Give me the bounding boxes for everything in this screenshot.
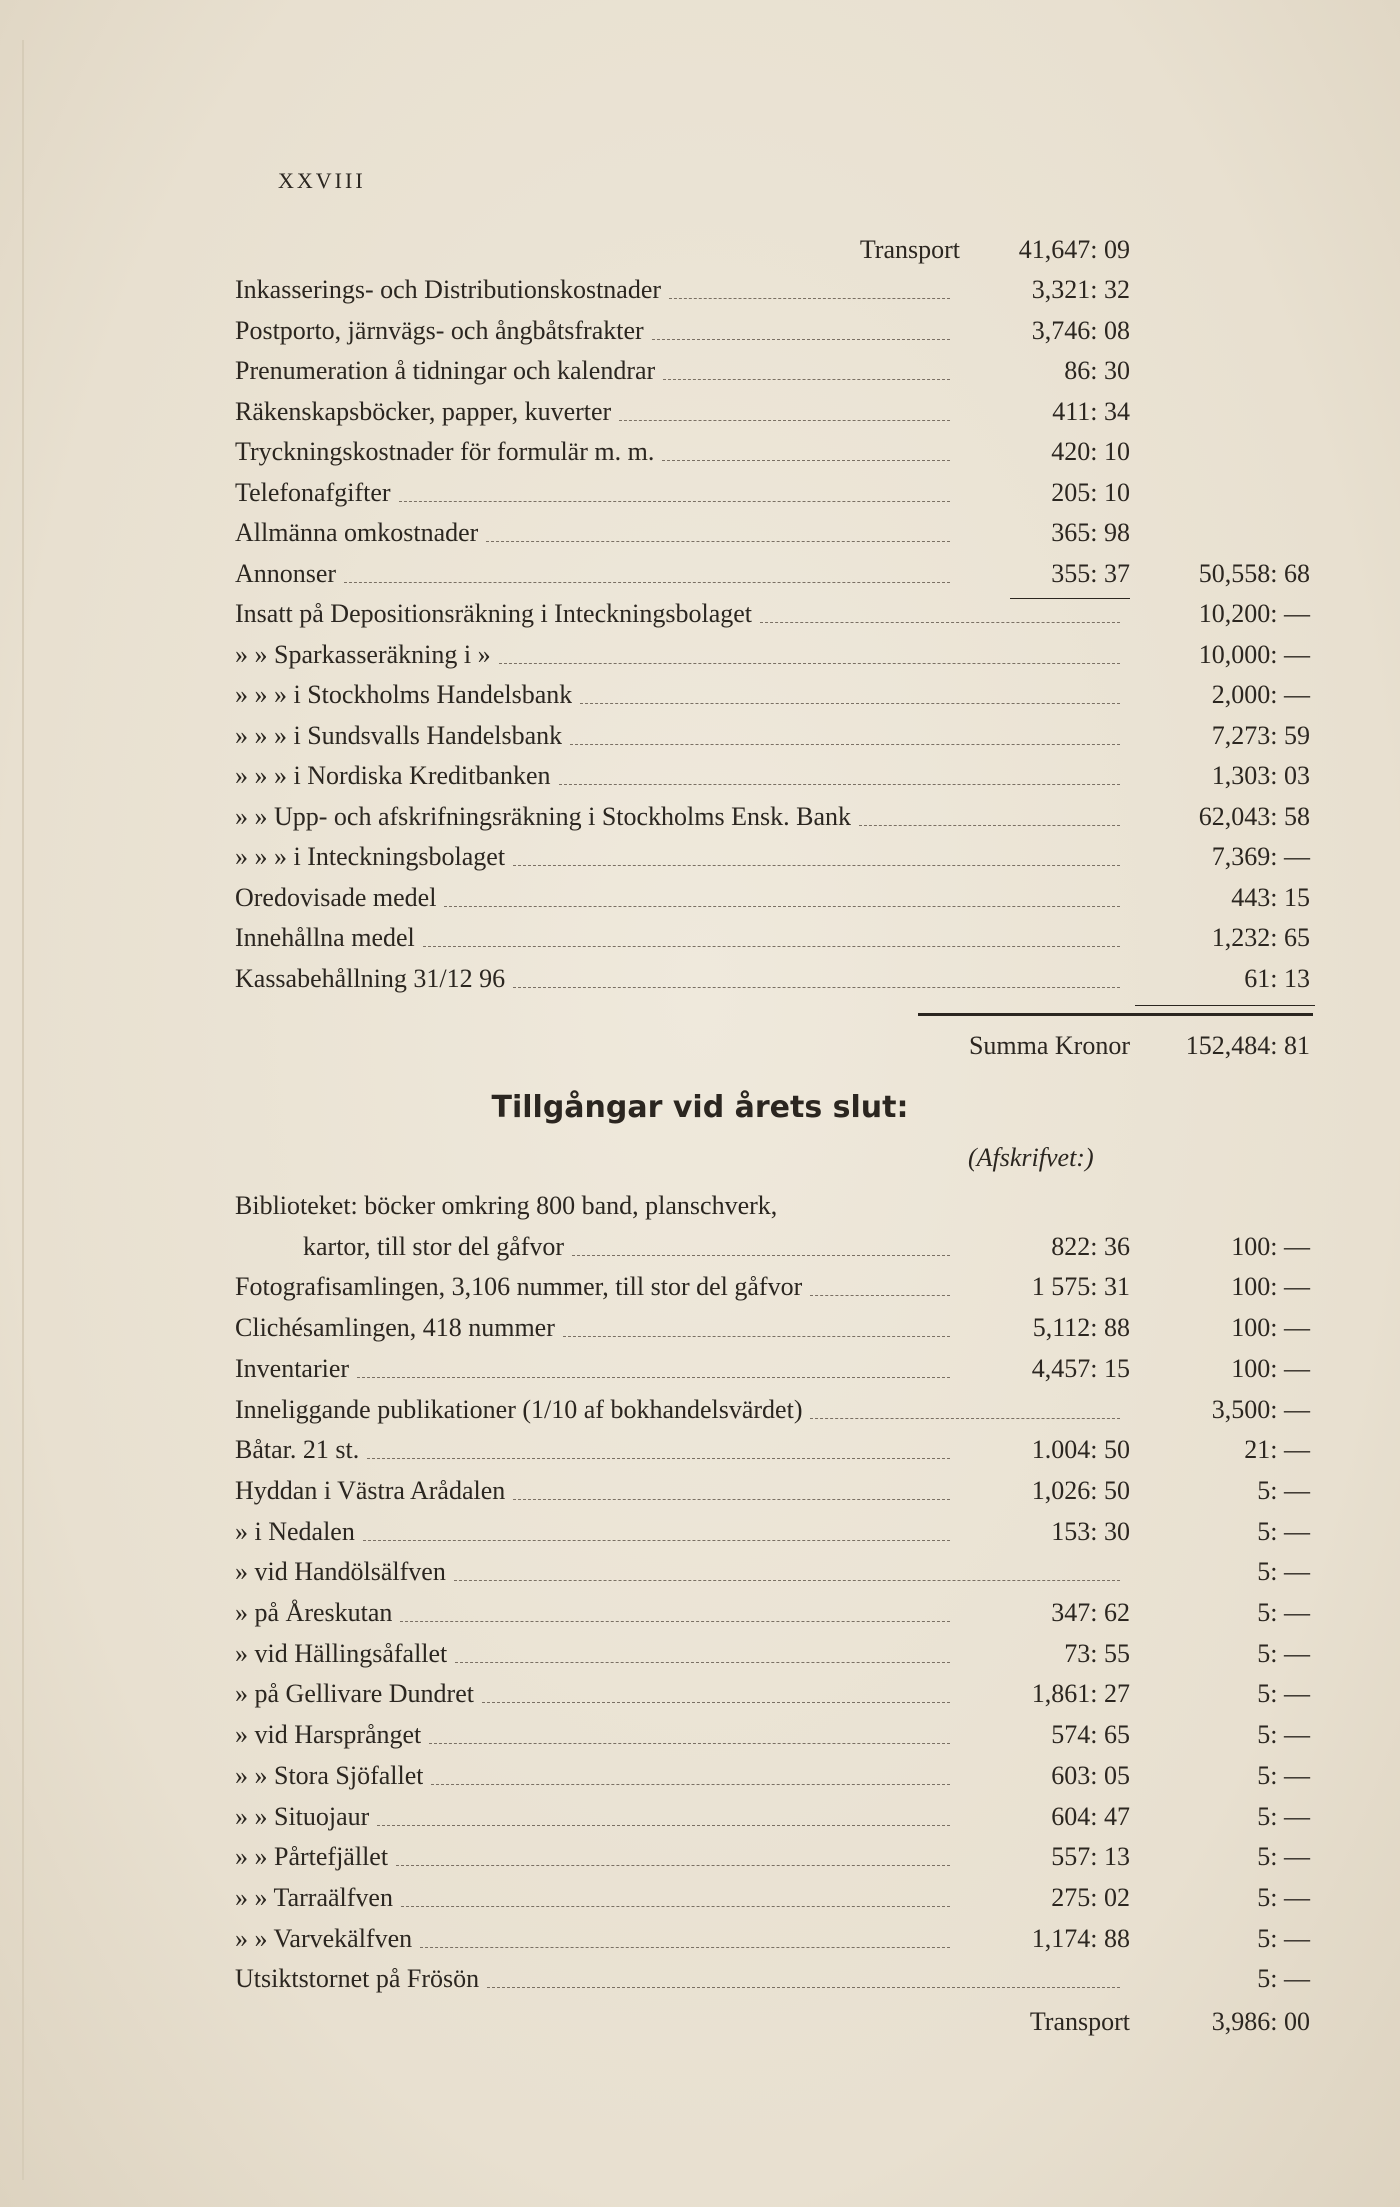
- row-label: » » Tarraälfven: [235, 1882, 393, 1912]
- dot-leader: [760, 622, 1120, 623]
- dot-leader: [363, 1540, 950, 1541]
- table-row: [0, 1349, 1400, 1389]
- afskrifvet-heading: (Afskrifvet:): [968, 1143, 1094, 1172]
- dot-leader: [559, 784, 1120, 785]
- row-value-inner: 73: 55: [1064, 1638, 1130, 1668]
- row-value-inner: 205: 10: [1051, 477, 1130, 507]
- table-row: [0, 1756, 1400, 1796]
- row-label: » » Situojaur: [235, 1801, 370, 1831]
- row-value-inner: 420: 10: [1051, 437, 1130, 466]
- table-row: [0, 1837, 1400, 1877]
- dot-leader: [572, 1255, 950, 1256]
- table-row: [0, 513, 1400, 553]
- row-label: Kassabehållning 31/12 96: [235, 963, 506, 993]
- dot-leader: [357, 1377, 950, 1378]
- dot-leader: [563, 1336, 950, 1337]
- row-label: Oredovisade medel: [235, 882, 437, 912]
- dot-leader: [431, 1784, 950, 1785]
- row-label: » » » i Inteckningsbolaget: [235, 842, 506, 871]
- row-value-inner: 1,861: 27: [1031, 1679, 1130, 1709]
- row-label: » » Upp- och afskrifningsräkning i Stockholms Ensk. Bank: [235, 801, 851, 831]
- row-label: Hyddan i Västra Arådalen: [235, 1475, 506, 1505]
- dot-leader: [810, 1295, 950, 1296]
- transport-value: 41,647: 09: [1018, 235, 1130, 264]
- row-value-outer: 5: —: [1257, 1638, 1310, 1668]
- row-value-outer: 443: 15: [1231, 882, 1310, 912]
- row-label: kartor, till stor del gåfvor: [303, 1231, 565, 1261]
- table-row: [0, 1634, 1400, 1674]
- table-row: [0, 270, 1400, 310]
- subtotal-rule: [1010, 598, 1130, 599]
- row-value-inner: 347: 62: [1051, 1598, 1130, 1627]
- dot-leader: [669, 298, 950, 299]
- row-label: » » Sparkasseräkning i »: [235, 639, 491, 669]
- table-row: [0, 1878, 1400, 1918]
- row-label: Insatt på Depositionsräkning i Inteckningsbolaget: [235, 599, 753, 628]
- table-row: [0, 878, 1400, 918]
- row-label: » på Gellivare Dundret: [235, 1679, 474, 1709]
- dot-leader: [513, 1499, 950, 1500]
- dot-leader: [487, 1987, 1120, 1988]
- table-row: [0, 311, 1400, 351]
- row-value-outer: 5: —: [1257, 1964, 1310, 1994]
- row-value-outer: 10,000: —: [1198, 639, 1310, 669]
- dot-leader: [482, 1702, 950, 1703]
- table-row: [0, 1919, 1400, 1959]
- dot-leader: [663, 379, 950, 380]
- row-label: » i Nedalen: [235, 1516, 355, 1546]
- row-label: » » » i Stockholms Handelsbank: [235, 680, 573, 709]
- row-label: Räkenskapsböcker, papper, kuverter: [235, 396, 612, 426]
- row-value-outer: 100: —: [1231, 1272, 1310, 1302]
- row-label: Prenumeration å tidningar och kalendrar: [235, 356, 656, 385]
- row-value-outer: 5: —: [1257, 1598, 1310, 1627]
- dot-leader: [513, 865, 1120, 866]
- row-value-outer: 5: —: [1257, 1801, 1310, 1831]
- total-rule-thin: [1135, 1005, 1315, 1006]
- table-row: [0, 1552, 1400, 1592]
- row-value-outer: 5: —: [1257, 1720, 1310, 1750]
- dot-leader: [400, 1621, 950, 1622]
- row-value-inner: 603: 05: [1051, 1760, 1130, 1790]
- transport-row-top: [0, 230, 1400, 270]
- table-row: [0, 1512, 1400, 1552]
- table-row: [0, 797, 1400, 837]
- table-row: [0, 918, 1400, 958]
- row-label: Clichésamlingen, 418 nummer: [235, 1313, 555, 1343]
- row-value-inner: 822: 36: [1051, 1231, 1130, 1261]
- table-row: [0, 959, 1400, 999]
- table-row: [0, 1308, 1400, 1348]
- row-value-outer: 5: —: [1257, 1923, 1310, 1953]
- row-value-inner: 411: 34: [1052, 396, 1130, 426]
- dot-leader: [454, 1580, 1120, 1581]
- total-rule-thick: [918, 1013, 1313, 1016]
- table-row: [0, 1186, 1400, 1226]
- row-label: » » Pårtefjället: [235, 1842, 389, 1872]
- row-value-outer: 5: —: [1257, 1679, 1310, 1709]
- row-value-inner: 86: 30: [1064, 356, 1130, 385]
- table-row: [0, 351, 1400, 391]
- row-value-outer: 7,273: 59: [1211, 720, 1310, 750]
- row-label: Innehållna medel: [235, 923, 415, 952]
- summa-value: 152,484: 81: [1185, 1031, 1310, 1060]
- row-label: Postporto, järnvägs- och ångbåtsfrakter: [235, 315, 644, 345]
- row-value-inner: 1,174: 88: [1031, 1923, 1130, 1953]
- dot-leader: [486, 541, 950, 542]
- row-value-outer: 1,303: 03: [1211, 761, 1310, 790]
- table-row: [0, 1959, 1400, 1999]
- row-value-inner: 1,026: 50: [1031, 1475, 1130, 1505]
- dot-leader: [513, 987, 1120, 988]
- table-row: [0, 594, 1400, 634]
- dot-leader: [580, 703, 1120, 704]
- row-value-inner: 3,321: 32: [1031, 275, 1130, 304]
- row-value-outer: 62,043: 58: [1198, 801, 1310, 831]
- table-row: [0, 1390, 1400, 1430]
- table-row: [0, 1471, 1400, 1511]
- row-label: » vid Handölsälfven: [235, 1557, 446, 1587]
- row-label: Annonser: [235, 558, 337, 588]
- row-value-outer: 5: —: [1257, 1516, 1310, 1546]
- table-row: [0, 1227, 1400, 1267]
- row-value-outer: 5: —: [1257, 1842, 1310, 1872]
- row-label: Tryckningskostnader för formulär m. m.: [235, 437, 655, 466]
- dot-leader: [429, 1743, 950, 1744]
- row-label: » » » i Nordiska Kreditbanken: [235, 761, 551, 790]
- row-value-outer: 100: —: [1231, 1313, 1310, 1343]
- row-label: » » » i Sundsvalls Handelsbank: [235, 720, 563, 750]
- table-row: [0, 554, 1400, 594]
- row-label: Fotografisamlingen, 3,106 nummer, till stor del gåfvor: [235, 1272, 803, 1302]
- row-value-inner: 275: 02: [1051, 1882, 1130, 1912]
- row-label: » » Varvekälfven: [235, 1923, 413, 1953]
- table-row: [0, 1267, 1400, 1307]
- row-label: Inventarier: [235, 1353, 350, 1383]
- transport-bottom-label: Transport: [1029, 2007, 1130, 2036]
- row-label: Båtar. 21 st.: [235, 1435, 360, 1465]
- row-label: » vid Hällingsåfallet: [235, 1638, 448, 1668]
- row-label: Telefonafgifter: [235, 477, 391, 507]
- assets-title: Tillgångar vid årets slut:: [491, 1090, 909, 1125]
- table-row: [0, 1430, 1400, 1470]
- dot-leader: [859, 825, 1120, 826]
- row-value-inner: 604: 47: [1051, 1801, 1130, 1831]
- table-row: [0, 675, 1400, 715]
- row-value-outer: 5: —: [1257, 1760, 1310, 1790]
- row-value-outer: 5: —: [1257, 1475, 1310, 1505]
- table-row: [0, 1674, 1400, 1714]
- row-value-outer: 61: 13: [1244, 963, 1310, 993]
- summa-row: [0, 1026, 1400, 1066]
- dot-leader: [396, 1865, 950, 1866]
- row-value-inner: 1.004: 50: [1031, 1435, 1130, 1465]
- row-value-outer: 10,200: —: [1198, 599, 1310, 628]
- row-value-outer: 1,232: 65: [1211, 923, 1310, 952]
- transport-bottom-value: 3,986: 00: [1211, 2007, 1310, 2036]
- row-value-inner: 574: 65: [1051, 1720, 1130, 1750]
- row-value-inner: 4,457: 15: [1031, 1353, 1130, 1383]
- dot-leader: [810, 1418, 1120, 1419]
- table-row: [0, 1593, 1400, 1633]
- dot-leader: [444, 906, 1120, 907]
- dot-leader: [619, 420, 950, 421]
- dot-leader: [367, 1458, 950, 1459]
- row-value-inner: 355: 37: [1051, 558, 1130, 588]
- transport-row-bottom: [0, 2002, 1400, 2042]
- dot-leader: [420, 1947, 950, 1948]
- row-label: Allmänna omkostnader: [235, 518, 479, 547]
- row-value-outer: 100: —: [1231, 1231, 1310, 1261]
- transport-label: Transport: [859, 235, 960, 264]
- dot-leader: [662, 460, 950, 461]
- row-label: » på Åreskutan: [235, 1598, 393, 1627]
- row-value-outer: 5: —: [1257, 1882, 1310, 1912]
- dot-leader: [423, 946, 1120, 947]
- row-label: Inkasserings- och Distributionskostnader: [235, 275, 662, 304]
- row-value-inner: 557: 13: [1051, 1842, 1130, 1872]
- dot-leader: [455, 1662, 950, 1663]
- row-value-inner: 3,746: 08: [1031, 315, 1130, 345]
- row-value-outer: 100: —: [1231, 1353, 1310, 1383]
- row-label: Inneliggande publikationer (1/10 af bokhandelsvärdet): [235, 1394, 803, 1424]
- dot-leader: [499, 663, 1120, 664]
- row-label: Biblioteket: böcker omkring 800 band, planschverk,: [235, 1191, 778, 1220]
- dot-leader: [652, 339, 950, 340]
- table-row: [0, 635, 1400, 675]
- table-row: [0, 432, 1400, 472]
- table-row: [0, 837, 1400, 877]
- row-value-outer: 7,369: —: [1211, 842, 1310, 871]
- row-value-outer: 5: —: [1257, 1557, 1310, 1587]
- row-value-inner: 5,112: 88: [1032, 1313, 1130, 1343]
- row-label: » » Stora Sjöfallet: [235, 1760, 424, 1790]
- table-row: [0, 392, 1400, 432]
- row-value-outer: 3,500: —: [1211, 1394, 1310, 1424]
- row-value-outer: 2,000: —: [1211, 680, 1310, 709]
- table-row: [0, 1715, 1400, 1755]
- dot-leader: [344, 582, 950, 583]
- row-value-inner: 365: 98: [1051, 518, 1130, 547]
- dot-leader: [377, 1825, 950, 1826]
- row-label: Utsiktstornet på Frösön: [235, 1964, 480, 1994]
- table-row: [0, 716, 1400, 756]
- table-row: [0, 756, 1400, 796]
- dot-leader: [401, 1906, 950, 1907]
- row-value-inner: 153: 30: [1051, 1516, 1130, 1546]
- dot-leader: [570, 744, 1120, 745]
- table-row: [0, 1797, 1400, 1837]
- summa-label: Summa Kronor: [968, 1031, 1130, 1060]
- dot-leader: [399, 501, 950, 502]
- row-label: » vid Harsprånget: [235, 1720, 422, 1750]
- page-number: XXVIII: [278, 168, 366, 193]
- row-value-outer: 21: —: [1244, 1435, 1310, 1465]
- row-value-inner: 1 575: 31: [1031, 1272, 1130, 1302]
- row-value-outer: 50,558: 68: [1198, 558, 1310, 588]
- table-row: [0, 473, 1400, 513]
